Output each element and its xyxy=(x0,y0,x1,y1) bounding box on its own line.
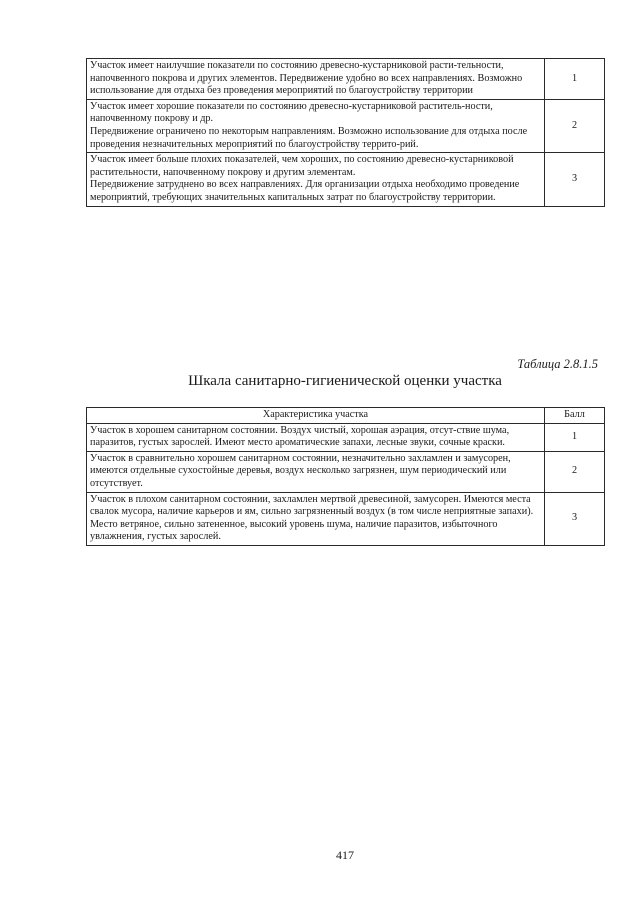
table-cell-score: 1 xyxy=(545,423,605,451)
table-cell-description: Участок в плохом санитарном состоянии, захламлен мертвой древесиной, замусорен. Имеются места свалок мусора, наличие карьеров и ям, сильно загрязненный воздух (в том числе неприятные запахи). Место ветряное, сильно затененное, высокий уровень шума, наличие паразитов, избыточного увлажнения, густых зарослей. xyxy=(87,492,545,545)
sanitary-assessment-table xyxy=(86,407,605,546)
table-cell-description: Участок в сравнительно хорошем санитарном состоянии, незначительно захламлен и замусорен, имеются отдельные сухостойные деревья, воздух несколько загрязнен, шум периодический или отсутствует. xyxy=(87,451,545,492)
table-cell-description xyxy=(87,99,545,152)
table-row xyxy=(87,451,605,492)
cell-paragraph: Участок имеет наилучшие показатели по состоянию древесно-кустарниковой расти-тельности, напочвенного покрова и других элементов. Передвижение удобно во всех направлениях. Возможно использование для отдыха без проведения мероприятий по благоустройству территории xyxy=(90,60,523,97)
table-title: Шкала санитарно-гигиенической оценки участка xyxy=(188,373,502,389)
cell-paragraph: Участок имеет больше плохих показателей, чем хороших, по состоянию древесно-кустарниковой растительности, напочвенному покрову и другим элементам. xyxy=(90,154,514,178)
column-header-characteristic: Характеристика участка xyxy=(87,408,545,424)
table-row xyxy=(87,99,605,152)
column-header-score: Балл xyxy=(545,408,605,424)
table-cell-score: 3 xyxy=(545,153,605,206)
cell-paragraph: Передвижение ограничено по некоторым направлениям. Возможно использование для отдыха после проведения незначительных мероприятий по благоустройству террито-рий. xyxy=(90,125,528,150)
cell-paragraph: Участок имеет хорошие показатели по состоянию древесно-кустарниковой раститель-ности, напочвенному покрову и др. xyxy=(90,100,493,125)
table-row xyxy=(87,492,605,545)
table-number-caption: Таблица 2.8.1.5 xyxy=(517,357,598,371)
table-row xyxy=(87,423,605,451)
table-cell-description xyxy=(87,153,545,206)
table-header-row xyxy=(87,408,605,424)
table-cell-description: Участок в хорошем санитарном состоянии. Воздух чистый, хорошая аэрация, отсут-ствие шума, паразитов, густых зарослей. Имеют место ароматические запахи, лесные звуки, сочные краски. xyxy=(87,423,545,451)
table-cell-score: 2 xyxy=(545,99,605,152)
table-row xyxy=(87,153,605,206)
table-cell-score: 1 xyxy=(545,59,605,100)
table-row xyxy=(87,59,605,100)
landscape-assessment-table xyxy=(86,58,605,207)
page-number: 417 xyxy=(336,848,354,862)
cell-paragraph: Передвижение затруднено во всех направлениях. Для организации отдыха необходимо проведение мероприятий, требующих значительных капитальных затрат по благоустройству территории. xyxy=(90,179,520,203)
table-cell-score: 3 xyxy=(545,492,605,545)
table-cell-score: 2 xyxy=(545,451,605,492)
table-cell-description xyxy=(87,59,545,100)
